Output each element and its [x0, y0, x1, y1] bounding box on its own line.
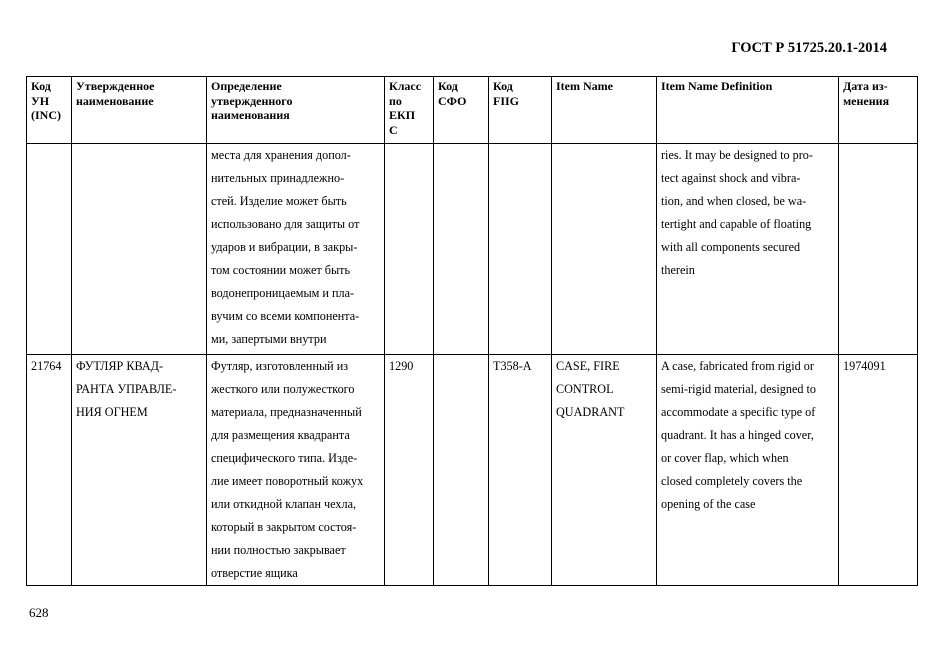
cell-inc [27, 144, 72, 355]
text-line: Код [493, 79, 513, 93]
cell-item-definition [657, 355, 839, 586]
text-line: CASE, FIRE [556, 359, 620, 373]
text-line: лие имеет поворотный кожух [211, 474, 364, 488]
text-line: QUADRANT [556, 405, 625, 419]
text-line: Item Name Definition [661, 79, 773, 93]
text-line: жесткого или полужесткого [211, 382, 355, 396]
text-line: ударов и вибрации, в закры- [211, 240, 358, 254]
table-header-row [27, 77, 918, 144]
cell-class: 1290 [385, 355, 434, 586]
text-line: использовано для защиты от [211, 217, 360, 231]
header-item-definition [657, 77, 839, 144]
cell-item-name [552, 355, 657, 586]
text-line: FIIG [493, 93, 520, 108]
text-line: closed completely covers the [661, 474, 803, 488]
text-line: Item Name [556, 79, 613, 93]
text-line: по [389, 93, 402, 108]
header-approved-name [72, 77, 207, 144]
text-line: ФУТЛЯР КВАД- [76, 359, 164, 373]
cell-definition [207, 355, 385, 586]
text-line: который в закрытом состоя- [211, 520, 357, 534]
document-code: ГОСТ Р 51725.20.1-2014 [731, 40, 887, 56]
text-line: ми, запертыми внутри [211, 332, 327, 346]
text-line: нительных принадлежно- [211, 171, 345, 185]
table-row [27, 144, 918, 355]
text-line: ЕКП [389, 108, 416, 122]
text-line: или откидной клапан чехла, [211, 497, 357, 511]
cell-sfo [434, 355, 489, 586]
text-line: tertight and capable of floating [661, 217, 812, 231]
text-line: вучим со всеми компонента- [211, 309, 360, 323]
text-line: Дата из- [843, 79, 888, 93]
text-line: наименования [211, 108, 290, 122]
text-line: Код [438, 79, 458, 93]
header-inc [27, 77, 72, 144]
text-line: менения [843, 93, 890, 108]
text-line: quadrant. It has a hinged cover, [661, 428, 814, 442]
catalog-table [26, 76, 918, 586]
header-sfo [434, 77, 489, 144]
text-line: материала, предназначенный [211, 405, 362, 419]
text-line: Определение [211, 79, 282, 93]
text-line: therein [661, 263, 695, 277]
text-line: нии полностью закрывает [211, 543, 346, 557]
text-line: A case, fabricated from rigid or [661, 359, 814, 373]
text-line: НИЯ ОГНЕМ [76, 405, 148, 419]
text-line: opening of the case [661, 497, 756, 511]
text-line: для размещения квадранта [211, 428, 350, 442]
cell-item-definition [657, 144, 839, 355]
text-line: С [389, 122, 398, 137]
text-line: стей. Изделие может быть [211, 194, 347, 208]
text-line: места для хранения допол- [211, 148, 351, 162]
header-fiig [489, 77, 552, 144]
cell-item-name [552, 144, 657, 355]
cell-approved-name [72, 144, 207, 355]
cell-change-date: 1974091 [839, 355, 918, 586]
text-line: водонепроницаемым и пла- [211, 286, 355, 300]
text-line: Утвержденное [76, 79, 155, 93]
cell-inc: 21764 [27, 355, 72, 586]
text-line: (INC) [31, 108, 61, 122]
table-row [27, 355, 918, 586]
cell-change-date [839, 144, 918, 355]
cell-sfo [434, 144, 489, 355]
text-line: tion, and when closed, be wa- [661, 194, 807, 208]
text-line: ries. It may be designed to pro- [661, 148, 813, 162]
text-line: специфического типа. Изде- [211, 451, 358, 465]
cell-approved-name [72, 355, 207, 586]
cell-class [385, 144, 434, 355]
cell-fiig: T358-A [489, 355, 552, 586]
text-line: with all components secured [661, 240, 801, 254]
text-line: Класс [389, 79, 422, 93]
cell-definition [207, 144, 385, 355]
page-number: 628 [29, 605, 49, 620]
text-line: semi-rigid material, designed to [661, 382, 817, 396]
text-line: Футляр, изготовленный из [211, 359, 349, 373]
cell-fiig [489, 144, 552, 355]
text-line: accommodate a specific type of [661, 405, 816, 419]
text-line: отверстие ящика [211, 566, 298, 580]
header-class [385, 77, 434, 144]
text-line: СФО [438, 93, 467, 108]
text-line: Код [31, 79, 51, 93]
header-item-name [552, 77, 657, 144]
text-line: наименование [76, 93, 154, 108]
header-change-date [839, 77, 918, 144]
text-line: tect against shock and vibra- [661, 171, 801, 185]
header-definition [207, 77, 385, 144]
text-line: УН [31, 93, 50, 108]
text-line: РАНТА УПРАВЛЕ- [76, 382, 177, 396]
text-line: том состоянии может быть [211, 263, 351, 277]
text-line: утвержденного [211, 93, 293, 108]
text-line: CONTROL [556, 382, 614, 396]
text-line: or cover flap, which when [661, 451, 789, 465]
